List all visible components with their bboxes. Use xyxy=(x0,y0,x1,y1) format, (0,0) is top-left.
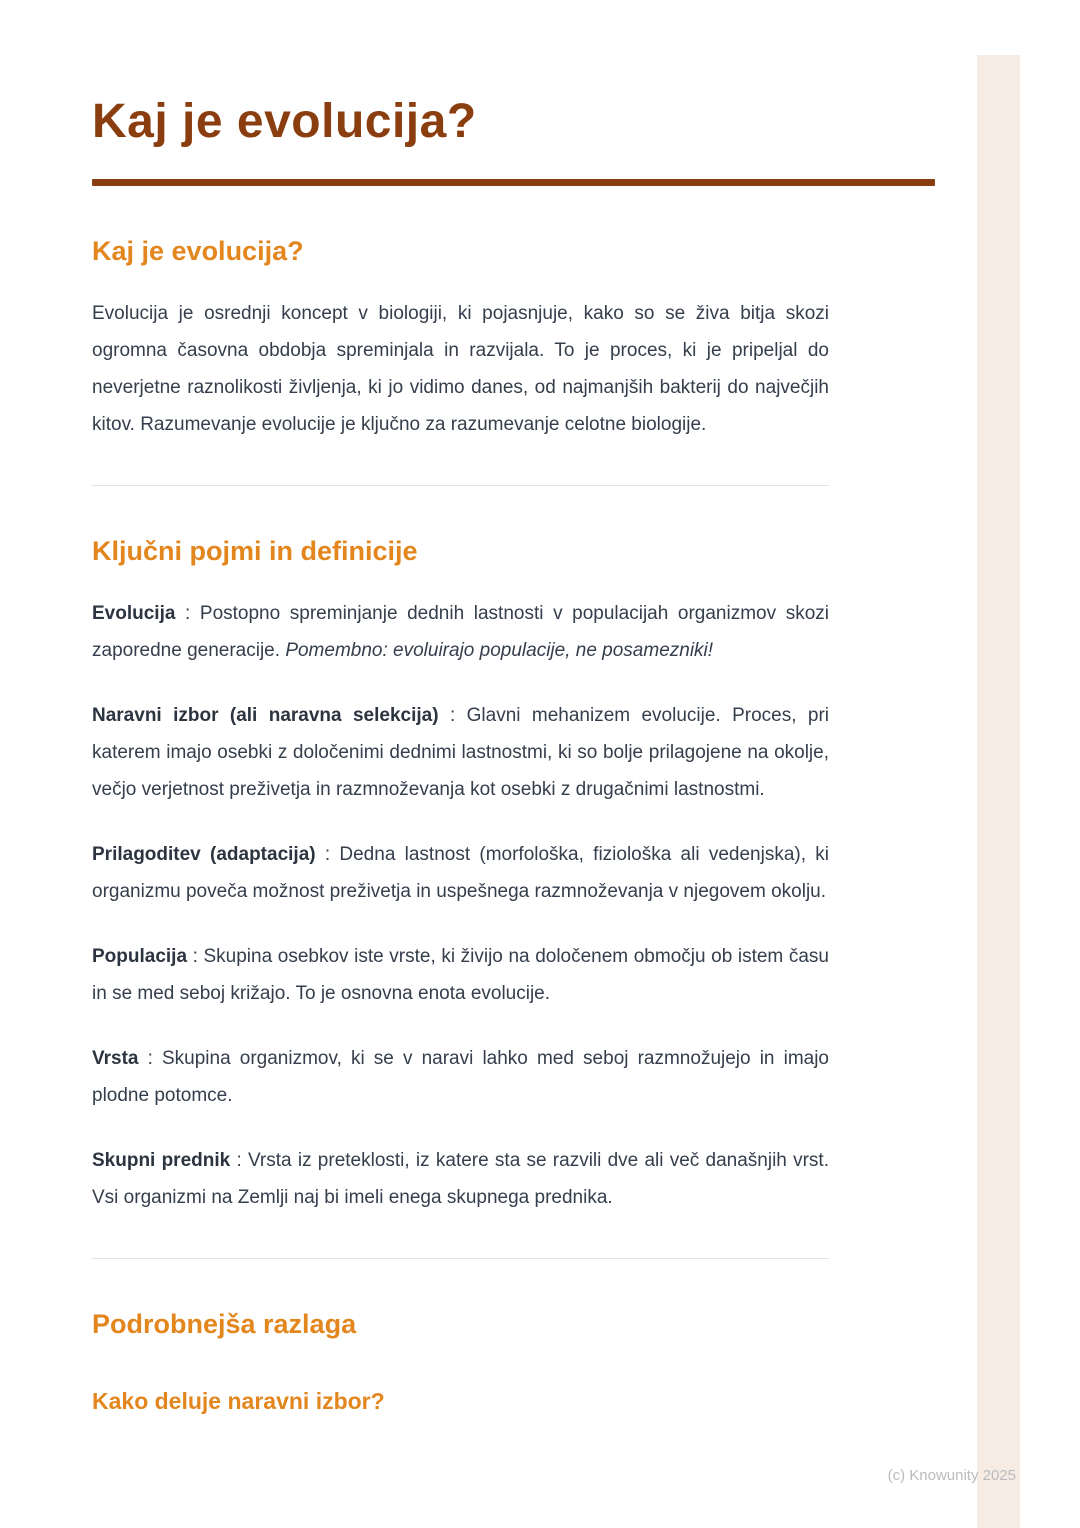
definition-naravni-izbor xyxy=(92,697,829,808)
definition-term: Prilagoditev (adaptacija) xyxy=(92,843,316,865)
section-heading-detailed: Podrobnejša razlaga xyxy=(92,1308,357,1339)
definition-term: Populacija xyxy=(92,945,188,967)
title-rule xyxy=(92,179,935,186)
definition-separator: : xyxy=(175,602,200,624)
document-content xyxy=(92,0,829,1415)
definition-text: Skupina organizmov, ki se v naravi lahko med seboj razmnožujejo in imajo plodne potomce. xyxy=(92,1047,830,1106)
definition-vrsta xyxy=(92,1040,829,1114)
definition-text: Vrsta iz preteklosti, iz katere sta se razvili dve ali več današnjih vrst. Vsi organizmi na Zemlji naj bi imeli enega skupnega prednika. xyxy=(92,1149,829,1208)
section-divider-2 xyxy=(92,1258,829,1259)
definition-term: Skupni prednik xyxy=(92,1149,231,1171)
section-divider-1 xyxy=(92,485,829,486)
definition-separator: : xyxy=(438,704,467,726)
definition-text: Postopno spreminjanje dednih lastnosti v populacijah organizmov skozi zaporedne generacije. xyxy=(92,602,829,661)
definition-separator: : xyxy=(315,843,340,865)
definition-prilagoditev xyxy=(92,836,829,910)
definition-text: Skupina osebkov iste vrste, ki živijo na določenem območju ob istem času in se med seboj križajo. To je osnovna enota evolucije. xyxy=(92,945,829,1004)
section-heading-key-terms: Ključni pojmi in definicije xyxy=(92,535,418,566)
footer-copyright: (c) Knowunity 2025 xyxy=(887,1467,1016,1484)
intro-paragraph: Evolucija je osrednji koncept v biologiji, ki pojasnjuje, kako so se živa bitja skozi ogromna časovna obdobja spreminjala in razvijala. To je proces, ki je pripeljal do neverjetne raznolikosti življenja, ki jo vidimo danes, od najmanjših bakterij do največjih kitov. Razumevanje evolucije je ključno za razumevanje celotne biologije. xyxy=(92,302,829,435)
section-heading-intro: Kaj je evolucija? xyxy=(92,235,304,266)
definition-populacija xyxy=(92,938,829,1012)
page-title: Kaj je evolucija? xyxy=(92,95,477,148)
definition-term: Naravni izbor (ali naravna selekcija) xyxy=(92,704,439,726)
definition-text: Glavni mehanizem evolucije. Proces, pri katerem imajo osebki z določenimi dednimi lastnostmi, ki so bolje prilagojene na okolje, večjo verjetnost preživetja in razmnoževanja kot osebki z drugačnimi lastnostmi. xyxy=(92,704,830,800)
definition-note: Pomembno: evoluirajo populacije, ne posamezniki! xyxy=(285,639,714,661)
definition-term: Evolucija xyxy=(92,602,176,624)
definition-term: Vrsta xyxy=(92,1047,139,1069)
definition-skupni-prednik xyxy=(92,1142,829,1216)
page-edge-stripe xyxy=(977,55,1020,1528)
definition-evolucija xyxy=(92,595,829,669)
definition-text: Dedna lastnost (morfološka, fiziološka ali vedenjska), ki organizmu poveča možnost preživetja in uspešnega razmnoževanja v njegovem okolju. xyxy=(92,843,829,902)
definition-separator: : xyxy=(138,1047,162,1069)
definition-separator: : xyxy=(230,1149,248,1171)
definition-separator: : xyxy=(187,945,204,967)
subsection-heading-naravni-izbor: Kako deluje naravni izbor? xyxy=(92,1387,385,1414)
